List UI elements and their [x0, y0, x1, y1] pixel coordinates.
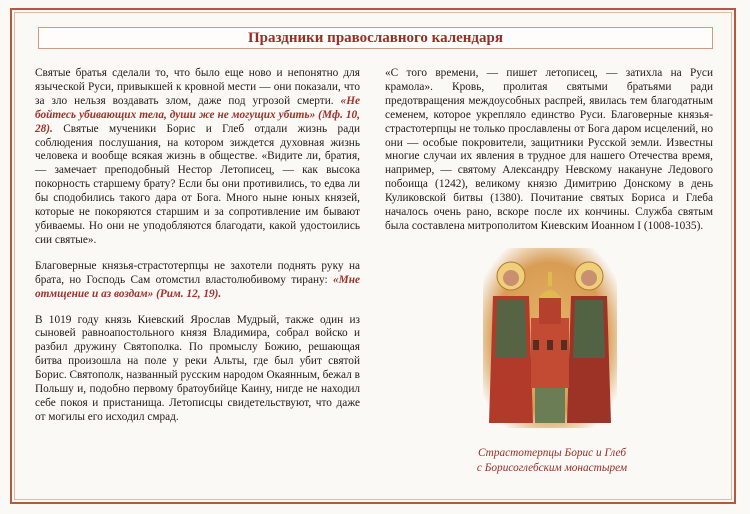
face-right	[581, 270, 597, 286]
church-cross	[548, 272, 552, 286]
caption-line-1: Страстотерпцы Борис и Глеб	[477, 447, 627, 459]
icon-illustration	[483, 248, 617, 428]
left-column	[35, 67, 360, 437]
ground	[535, 388, 565, 423]
page-title: Праздники православного календаря	[248, 30, 503, 46]
text-run: Благоверные князья-страстотерпцы не захотели поднять руку на брата, но Господь Сам отомстил властолюбивому тирану:	[35, 259, 360, 286]
caption-line-2: с Борисоглебским монастырем	[476, 462, 628, 474]
right-paragraph-1: «С того времени, — пишет летописец, — затихла на Руси крамола». Кровь, пролитая святыми братьями ради предотвращения междоусобных распрей, явилась тем благодатным семенем, которое укрепляло единство Руси. Благоверные князья-страстотерпцы не только прославлены от Бога даром исцелений, но они — особые покровители, защитники Русской земли. Известны многие случаи их явления в трудное для нашего Отечества время, например, — святому Александру Невскому накануне Ледового побоища (1242), великому князю Димитрию Донскому в день Куликовской битвы (1380). Почитание святых Бориса и Глеба началось очень рано, вскоре после их кончины. Служба святым была составлена митрополитом Киевским Иоанном I (1008-1035).	[385, 67, 713, 232]
illustration-caption	[463, 446, 641, 476]
text-run: Святые мученики Борис и Глеб отдали жизнь ради соблюдения послушания, на котором зиждется духовная жизнь человека и вообще всякая жизнь в обществе. «Видите ли, братия, — замечает преподобный Нестор Летописец, — как высока покорность старшему брату? Если бы они противились, то едва ли бы сподобились такого дара от Бога. Много ныне юных князей, которые не покоряются старшим и за сопротивление им бывают убиваемы. Но они не уподобляются благодати, какой удостоились сии святые».	[35, 122, 360, 246]
cloak-right	[573, 300, 605, 358]
scripture-quote: «Мне отмщение и аз воздам» (Рим. 12, 19).	[35, 273, 360, 300]
scripture-quote: «Не бойтесь убивающих тела, души же не могущих убить» (Мф. 10, 28).	[35, 94, 360, 135]
right-column	[385, 67, 713, 246]
monastery-wall	[531, 318, 569, 388]
left-paragraph-3: В 1019 году князь Киевский Ярослав Мудрый, также один из сыновей равноапостольного князя Владимира, собрал войско и разбил дружину Святополка. По промыслу Божию, решающая битва произошла на поле у реки Альты, где был убит святой Борис. Святополк, названный русским народом Окаянным, бежал в Польшу и, подобно первому братоубийце Каину, нигде не находил себе покоя и пристанища. Летописцы свидетельствуют, что даже от могилы его исходил смрад.	[35, 313, 360, 423]
face-left	[503, 270, 519, 286]
left-paragraph-2	[35, 260, 360, 302]
cloak-left	[495, 300, 527, 358]
left-paragraph-1	[35, 67, 360, 248]
text-run: Святые братья сделали то, что было еще ново и непонятно для языческой Руси, привыкшей к кровной мести — они показали, что за зло нельзя воздавать злом, даже под угрозой смерти.	[35, 67, 360, 107]
church	[539, 298, 561, 324]
